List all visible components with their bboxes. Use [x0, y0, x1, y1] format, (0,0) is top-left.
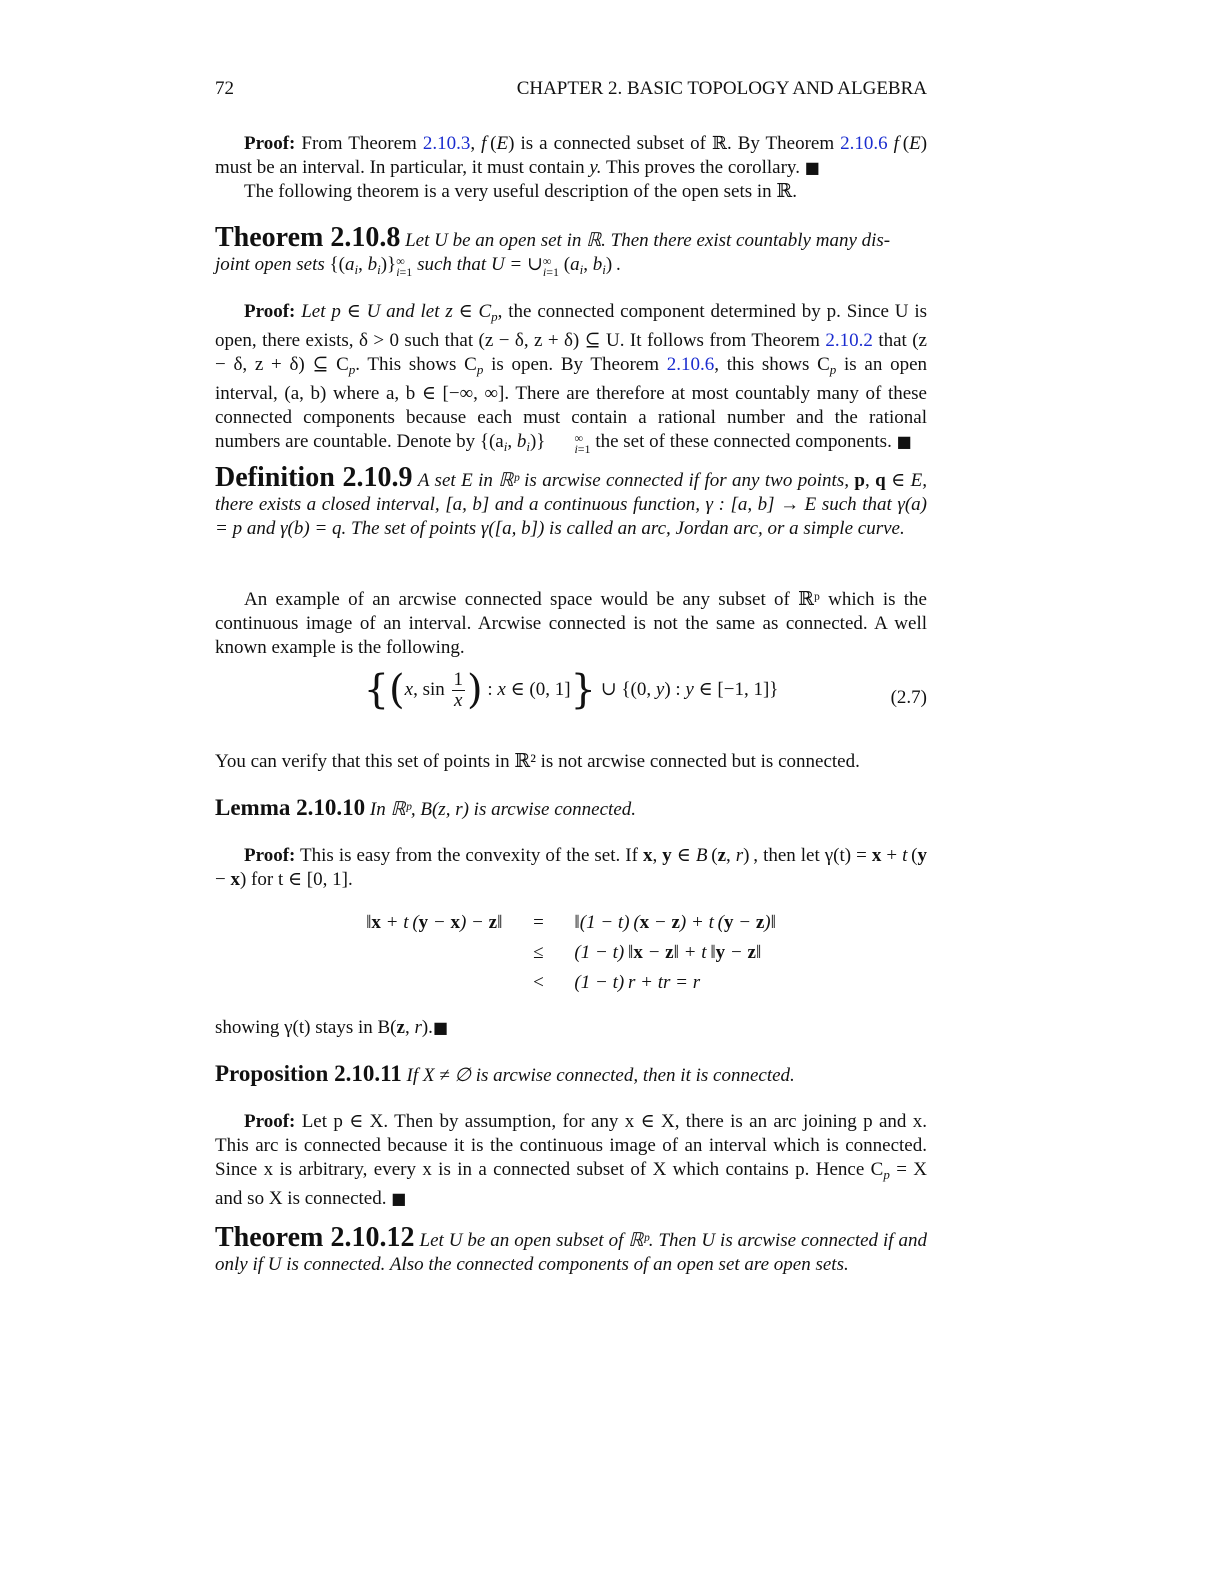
theorem-text: Let U be an open subset of ℝᵖ. Then U is arcwise connected if and only if U is connected. Also the connected components of an open set are open sets.	[215, 1230, 927, 1275]
text: Let p ∈ X. Then by assumption, for any x ∈ X, there is an arc joining p and x. This arc is connected because it is the continuous image of an interval which is connected. Since x is arbitrary, every x is in a connected subset of X which contains p. Hence C	[215, 1111, 927, 1180]
ref-theorem-2-10-3[interactable]: 2.10.3	[422, 133, 471, 154]
corollary-proof: Proof: From Theorem 2.10.3, f (E) is a connected subset of ℝ. By Theorem 2.10.6 f (E) must be an interval. In particular, it must contain y. This proves the corollary. ■	[215, 133, 928, 178]
qed-symbol: ■	[391, 1189, 407, 1208]
text: is open, there exists, δ > 0 such that (z − δ, z + δ) ⊆ U. It follows from Theorem	[215, 301, 928, 351]
text: From Theorem	[301, 133, 417, 154]
equation-row: < (1 − t) r + tr = r	[533, 972, 701, 993]
proposition-title: Proposition 2.10.11	[215, 1061, 402, 1086]
qed-symbol: ■	[804, 158, 820, 177]
lemma-2-10-10	[215, 796, 927, 822]
lemma-proof: Proof: This is easy from the convexity of the set. If x, y ∈ B (z, r) , then let γ(t) = x + t (y − x) for t ∈ [0, 1].	[215, 845, 928, 890]
text: is a connected subset of	[520, 133, 706, 154]
definition-text: E, there exists a closed interval, [a, b] and a continuous function, γ : [a, b] → E such that γ(a) = p and γ(b) = q. The set of points γ([a, b]) is called an arc, Jordan arc, or a simple curve.	[215, 470, 927, 539]
theorem-text: such that U = ∪	[417, 254, 543, 275]
proof-label: Proof:	[244, 301, 296, 322]
text: Let p ∈ U and let z ∈ C	[301, 301, 492, 322]
page-number: 72	[215, 78, 234, 99]
proposition-proof: Proof: Let p ∈ X. Then by assumption, for any x ∈ X, there is an arc joining p and x. This arc is connected because it is the continuous image of an interval which is connected. Since x is arbitrary, every x is in a connected subset of X which contains p. Hence $C_p = X$ and so X is connected. ■	[215, 1111, 928, 1209]
theorem-title: Theorem 2.10.8	[215, 222, 401, 253]
aligned-equations	[358, 908, 784, 998]
chapter-title: CHAPTER 2. BASIC TOPOLOGY AND ALGEBRA	[516, 78, 927, 99]
equation-2-7	[215, 668, 927, 734]
equation-row: ‖x + t (y − x) − z‖ = ‖(1 − t) (x − z) + t (y − z)‖	[366, 912, 776, 933]
proof-label: Proof:	[244, 1111, 296, 1132]
theorem-2-10-8: Theorem 2.10.8 Let U be an open set in ℝ. Then there exist countably many dis- joint open sets {($a_i$, $b_i$)} ∞ i=1 such that U = ∪ ∞ i=1 ($a_i$, $b_i$) .	[215, 222, 891, 279]
theorem-2-10-8-proof: Proof: Let p ∈ U and let z ∈ $C_p$, the connected component determined by p. Since U is open, there exists, δ > 0 such that (z − δ, z + δ) ⊆ U. It follows from Theorem 2.10.2 that (z − δ, z + δ) ⊆ $C_p$. This shows $C_p$ is open. By Theorem 2.10.6, this shows $C_p$ is an open interval, (a, b) where a, b ∈ [−∞, ∞]. There are therefore at most countably many of these connected components because each must contain a rational number and the rational numbers are countable. Denote by {($a_i$, $b_i$)} ∞ i=1 the set of these connected components. ■	[215, 301, 928, 456]
proof-label: Proof:	[244, 845, 296, 866]
definition-2-10-9: Definition 2.10.9 A set E in ℝᵖ is arcwise connected if for any two points, p, q ∈ E, there exists a closed interval, [a, b] and a continuous function, γ : [a, b] → E such that γ(a) = p and γ(b) = q. The set of points γ([a, b]) is called an arc, Jordan arc, or a simple curve.	[215, 462, 927, 539]
page-header	[215, 77, 927, 101]
theorem-title: Theorem 2.10.12	[215, 1222, 415, 1253]
theorem-text: joint open sets	[215, 254, 325, 275]
text: This proves the corollary.	[605, 157, 800, 178]
verify-paragraph: You can verify that this set of points in ℝ² is not arcwise connected but is connected.	[215, 751, 860, 772]
definition-text: A set E in ℝᵖ is arcwise connected if for any two points,	[417, 470, 849, 491]
equation-body: {(x, sin $\frac{1}{x}$ ) : x ∈ (0, 1]} ∪ {(0, y) : y ∈ [−1, 1]}	[363, 666, 779, 713]
ref-theorem-2-10-6[interactable]: 2.10.6	[840, 133, 888, 154]
showing-line: showing γ(t) stays in B(z, r).■	[215, 1017, 449, 1038]
text: the set of these connected components.	[595, 431, 892, 452]
ref-theorem-2-10-6-b[interactable]: 2.10.6	[666, 354, 715, 375]
intro-paragraph: The following theorem is a very useful description of the open sets in ℝ.	[244, 181, 797, 202]
text: open interval, (a, b) where a, b ∈ [−∞, ∞]. There are therefore at most countably many of these connected components because each must contain a rational number and the rational numbers are countable. Denote by {(a	[215, 354, 928, 452]
proof-label: Proof:	[244, 133, 296, 154]
text: , this shows C	[714, 354, 830, 375]
text: . By Theorem	[726, 133, 835, 154]
example-paragraph: An example of an arcwise connected space would be any subset of ℝᵖ which is the continuous image of an interval. Arcwise connected is not the same as connected. A well known example is the following.	[215, 589, 927, 658]
ref-theorem-2-10-2[interactable]: 2.10.2	[825, 330, 873, 351]
text: then let γ(t) =	[763, 845, 867, 866]
theorem-text: Let U be an open set in ℝ. Then there exist countably many dis-	[405, 230, 891, 251]
definition-title: Definition 2.10.9	[215, 462, 413, 493]
qed-symbol: ■	[432, 1018, 449, 1037]
equation-row: ≤ (1 − t) ‖x − z‖ + t ‖y − z‖	[533, 942, 762, 963]
text: , the connected component determined by p. Since U	[497, 301, 909, 322]
text: is open. By Theorem	[491, 354, 659, 375]
theorem-2-10-12	[215, 1222, 927, 1277]
lemma-text: In ℝᵖ, B(z, r) is arcwise connected.	[369, 799, 637, 820]
proposition-text: If X ≠ ∅ is arcwise connected, then it is connected.	[406, 1065, 795, 1086]
text: must be an interval. In particular, it must contain	[215, 157, 585, 178]
text: showing γ(t) stays in B(	[215, 1017, 397, 1038]
inequality-block	[215, 908, 927, 998]
text: that (z − δ, z + δ) ⊆ C	[215, 330, 927, 375]
qed-symbol: ■	[896, 432, 912, 451]
text: . This shows C	[355, 354, 477, 375]
text: for t ∈ [0, 1].	[251, 869, 353, 890]
text: This is easy from the convexity of the set. If	[300, 845, 638, 866]
proposition-2-10-11	[215, 1062, 927, 1088]
text: = X and so X is connected.	[215, 1159, 928, 1209]
text: is an	[844, 354, 883, 375]
lemma-title: Lemma 2.10.10	[215, 795, 366, 820]
equation-number: (2.7)	[890, 687, 927, 708]
